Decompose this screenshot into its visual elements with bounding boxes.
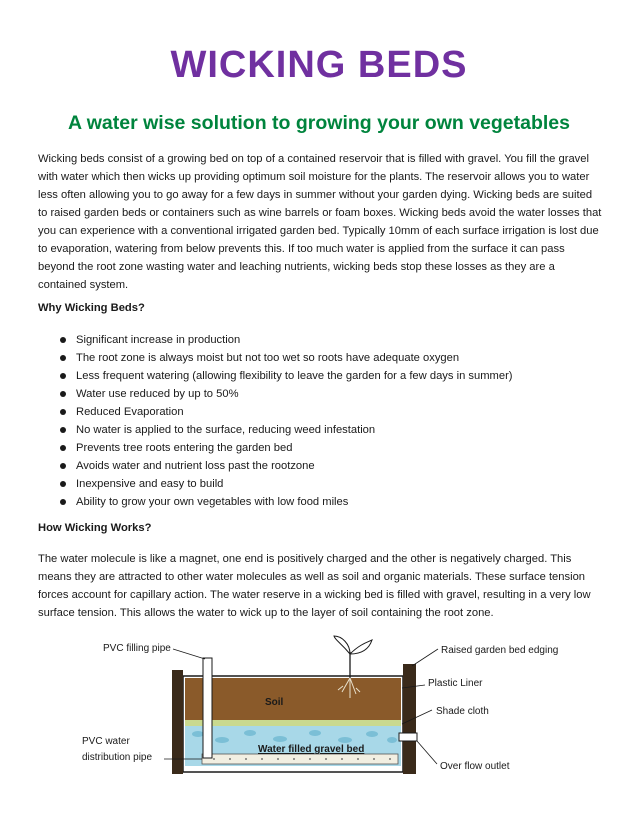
list-item [60,349,513,367]
benefit-text: Reduced Evaporation [76,406,184,418]
distribution-pipe [202,754,398,764]
benefit-text: Water use reduced by up to 50% [76,388,239,400]
list-item [60,421,513,439]
benefit-text: Significant increase in production [76,334,241,346]
list-item [60,439,513,457]
page-title: WICKING BEDS [170,44,468,86]
benefit-text: Less frequent watering (allowing flexibility to leave the garden for a few days in summer) [76,370,513,382]
label-plastic-liner: Plastic Liner [428,678,483,689]
shade-cloth-layer [185,720,401,726]
list-item [60,475,513,493]
label-gravel-bed: Water filled gravel bed [258,744,365,755]
page-subtitle: A water wise solution to growing your own vegetables [67,112,570,134]
benefit-text: Prevents tree roots entering the garden bed [76,442,293,454]
bullet-icon [60,391,66,397]
list-item [60,331,513,349]
how-paragraph: The water molecule is like a magnet, one end is positively charged and the other is negatively charged. This means they are attracted to other water molecules as well as soil and organic materials. These surface tension forces account for capillary action. The water reserve in a wicking bed is filled with gravel, resulting in a very low surface tension. This allows the water to wick up to the layer of soil containing the root zone. [38,553,591,619]
list-item [60,493,513,511]
list-item [60,385,513,403]
left-edging [172,670,183,774]
list-item [60,457,513,475]
bullet-icon [60,409,66,415]
list-item [60,403,513,421]
bullet-icon [60,427,66,433]
bullet-icon [60,337,66,343]
benefit-text: Avoids water and nutrient loss past the rootzone [76,460,315,472]
benefits-list [60,331,513,511]
benefit-text: Inexpensive and easy to build [76,478,224,490]
wicking-bed-diagram [0,630,638,826]
label-pvc-water-line1: PVC water [82,736,130,747]
why-heading: Why Wicking Beds? [38,302,145,314]
list-item [60,367,513,385]
bullet-icon [60,499,66,505]
bullet-icon [60,481,66,487]
overflow-outlet [399,733,417,741]
benefit-text: Ability to grow your own vegetables with low food miles [76,496,349,508]
how-heading: How Wicking Works? [38,522,152,534]
bullet-icon [60,373,66,379]
label-overflow: Over flow outlet [440,761,510,772]
bullet-icon [60,463,66,469]
label-soil: Soil [265,697,284,708]
right-edging [403,664,416,774]
label-raised-edging: Raised garden bed edging [441,645,559,656]
label-pvc-water-line2: distribution pipe [82,752,153,763]
bullet-icon [60,355,66,361]
pvc-filling-pipe [203,658,212,758]
label-shade-cloth: Shade cloth [436,706,489,717]
benefit-text: The root zone is always moist but not too wet so roots have adequate oxygen [76,352,460,364]
label-pvc-filling-pipe: PVC filling pipe [103,643,171,654]
bullet-icon [60,445,66,451]
intro-paragraph: Wicking beds consist of a growing bed on top of a contained reservoir that is filled with gravel. You fill the gravel with water which then wicks up providing optimum soil moisture for the plants. The reservoir allows you to water less often allowing you to go away for a few days in summer without your garden dying. Wicking beds are suited to raised garden beds or containers such as wine barrels or foam boxes. Wicking beds avoid the water losses that you can experience with a conventional irrigated garden bed. Typically 10mm of each surface irrigation is lost due to evaporation, watering from below prevents this. If too much water is applied from the surface it can pass beyond the root zone wasting water and leaching nutrients, wicking beds stop these losses as they are a contained system. [38,153,602,291]
soil-layer [185,678,401,720]
benefit-text: No water is applied to the surface, reducing weed infestation [76,424,376,436]
